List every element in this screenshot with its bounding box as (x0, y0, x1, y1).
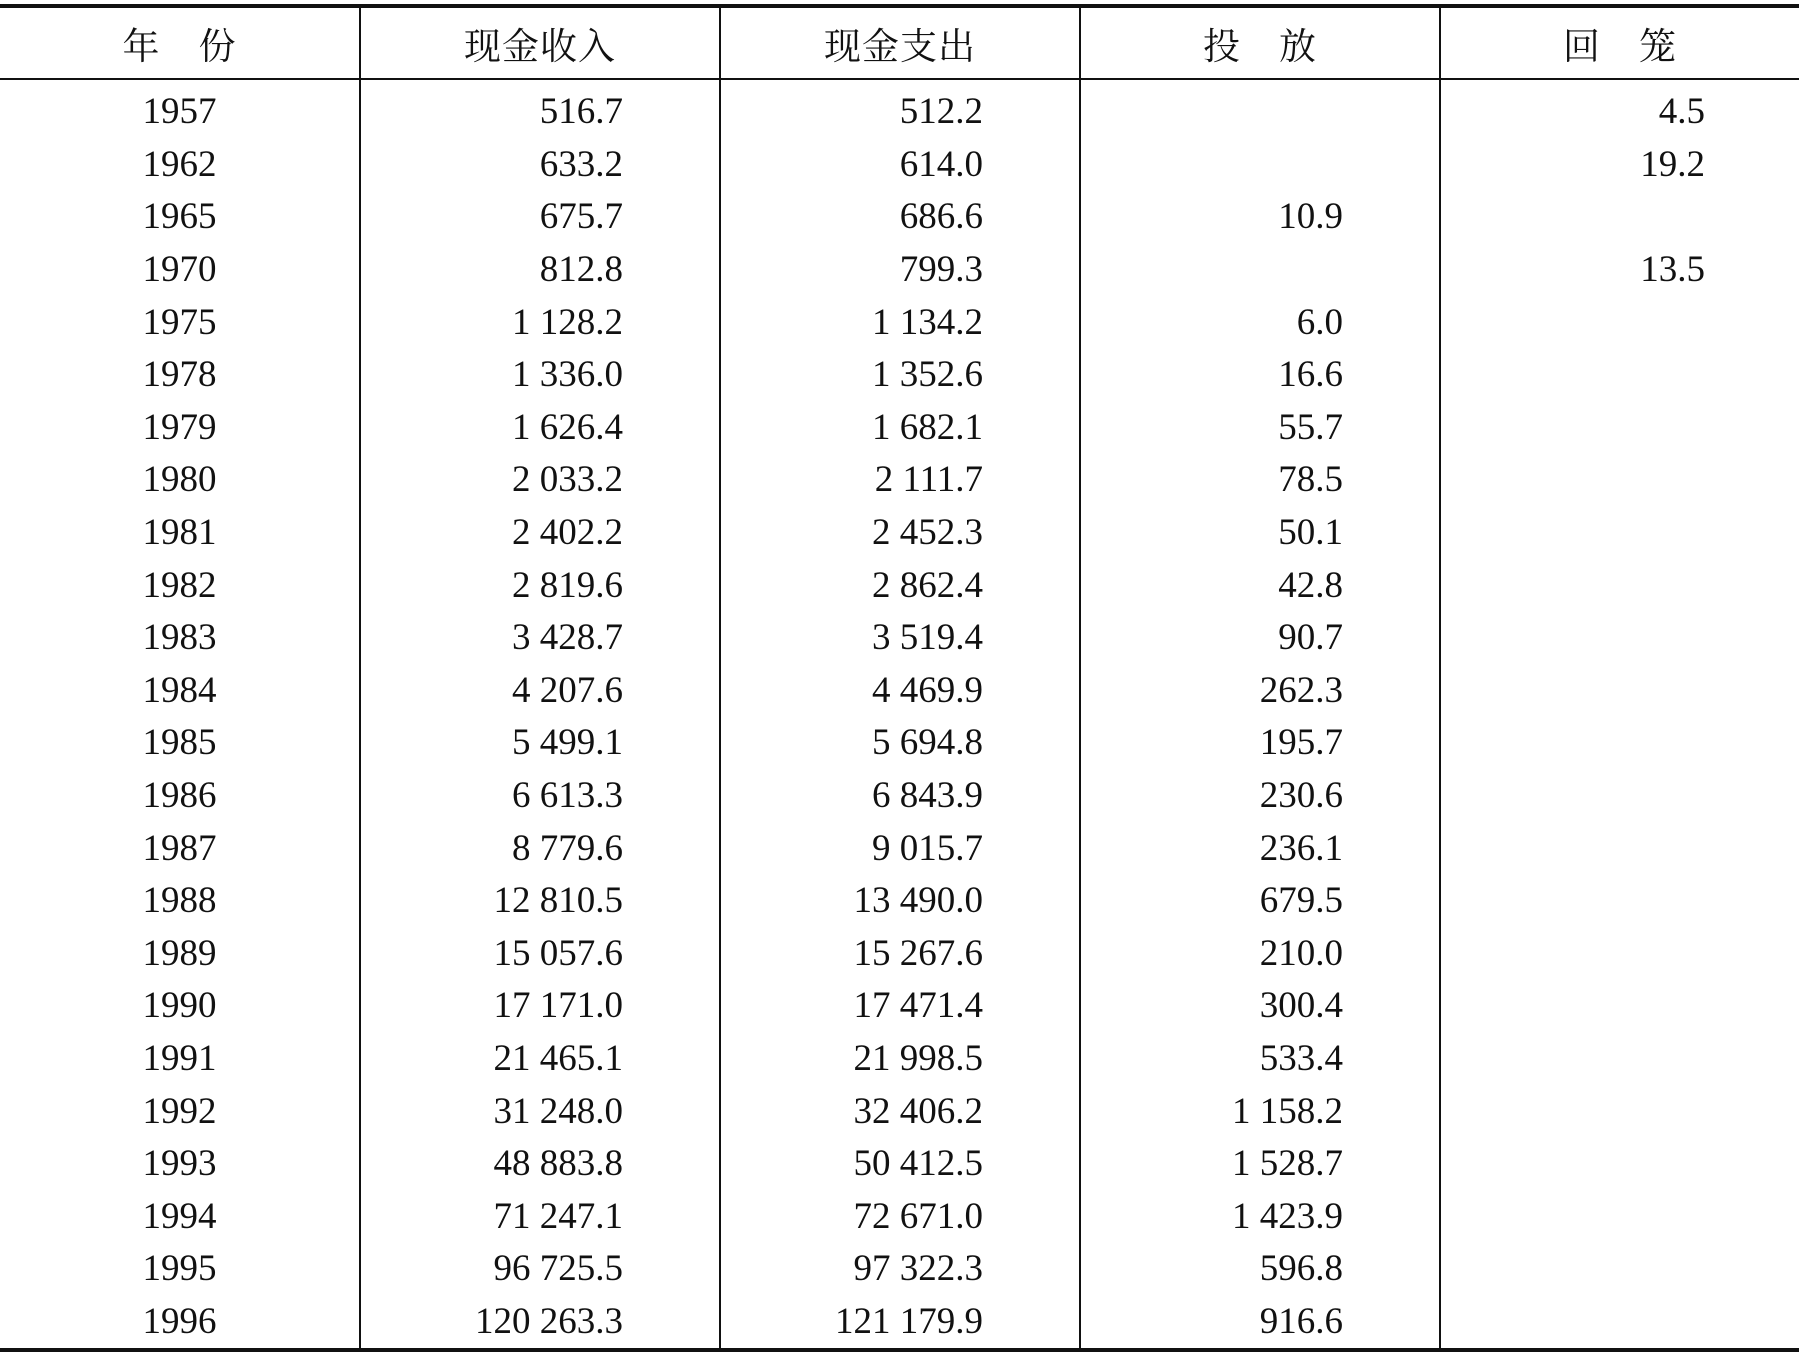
cell-issuance: 10.9 (1080, 191, 1440, 244)
cell-cash-income: 6 613.3 (360, 770, 720, 823)
cell-withdrawal (1440, 559, 1799, 612)
cell-issuance (1080, 139, 1440, 192)
cell-cash-expenditure: 1 682.1 (720, 402, 1080, 455)
cell-cash-expenditure: 1 352.6 (720, 349, 1080, 402)
cell-withdrawal (1440, 928, 1799, 981)
table-row (0, 296, 1799, 349)
header-withdrawal: 回 笼 (1440, 8, 1799, 79)
cell-withdrawal: 19.2 (1440, 139, 1799, 192)
cell-issuance: 533.4 (1080, 1033, 1440, 1086)
cell-year: 1982 (142, 564, 217, 606)
header-issuance: 投 放 (1080, 8, 1440, 79)
cell-withdrawal (1440, 1243, 1799, 1296)
cell-issuance: 300.4 (1080, 980, 1440, 1033)
cell-issuance: 50.1 (1080, 507, 1440, 560)
cell-cash-expenditure: 3 519.4 (720, 612, 1080, 665)
table-row (0, 139, 1799, 192)
table-row (0, 349, 1799, 402)
cell-issuance (1080, 79, 1440, 139)
cell-cash-income: 71 247.1 (360, 1190, 720, 1243)
cell-withdrawal (1440, 191, 1799, 244)
cell-cash-income: 1 128.2 (360, 296, 720, 349)
cell-issuance: 596.8 (1080, 1243, 1440, 1296)
cell-year: 1965 (142, 196, 217, 238)
table-row (0, 1243, 1799, 1296)
table-row (0, 507, 1799, 560)
cell-withdrawal: 4.5 (1440, 79, 1799, 139)
cell-issuance: 16.6 (1080, 349, 1440, 402)
cell-withdrawal (1440, 717, 1799, 770)
cell-issuance: 195.7 (1080, 717, 1440, 770)
table-row (0, 980, 1799, 1033)
cell-year: 1994 (142, 1195, 217, 1237)
cell-issuance: 90.7 (1080, 612, 1440, 665)
table-row (0, 244, 1799, 297)
table-row (0, 559, 1799, 612)
cell-withdrawal (1440, 1296, 1799, 1349)
cell-cash-income: 96 725.5 (360, 1243, 720, 1296)
cell-year: 1984 (142, 669, 217, 711)
cell-cash-income: 1 336.0 (360, 349, 720, 402)
table-row (0, 191, 1799, 244)
cell-cash-income: 3 428.7 (360, 612, 720, 665)
cell-issuance: 262.3 (1080, 665, 1440, 718)
cell-issuance: 42.8 (1080, 559, 1440, 612)
cell-issuance: 78.5 (1080, 454, 1440, 507)
cell-issuance: 230.6 (1080, 770, 1440, 823)
cell-issuance: 916.6 (1080, 1296, 1440, 1349)
cell-cash-expenditure: 1 134.2 (720, 296, 1080, 349)
cell-withdrawal (1440, 349, 1799, 402)
cash-flow-table-wrapper (0, 4, 1799, 1352)
table-row (0, 402, 1799, 455)
table-row (0, 1296, 1799, 1349)
cell-year: 1962 (142, 143, 217, 185)
cell-withdrawal (1440, 1138, 1799, 1191)
cell-year: 1983 (142, 617, 217, 659)
cell-cash-income: 1 626.4 (360, 402, 720, 455)
cell-cash-income: 120 263.3 (360, 1296, 720, 1349)
table-row (0, 717, 1799, 770)
cell-cash-expenditure: 6 843.9 (720, 770, 1080, 823)
cell-issuance: 55.7 (1080, 402, 1440, 455)
cell-year: 1987 (142, 827, 217, 869)
cell-year: 1993 (142, 1143, 217, 1185)
table-row (0, 822, 1799, 875)
table-row (0, 1085, 1799, 1138)
cell-cash-income: 4 207.6 (360, 665, 720, 718)
header-row (0, 8, 1799, 79)
table-row (0, 1033, 1799, 1086)
cell-withdrawal (1440, 1033, 1799, 1086)
table-row (0, 1190, 1799, 1243)
table-row (0, 875, 1799, 928)
cell-withdrawal (1440, 665, 1799, 718)
cell-year: 1975 (142, 301, 217, 343)
cell-year: 1995 (142, 1248, 217, 1290)
cash-flow-table (0, 8, 1799, 1348)
cell-cash-income: 15 057.6 (360, 928, 720, 981)
cell-issuance: 6.0 (1080, 296, 1440, 349)
cell-cash-expenditure: 9 015.7 (720, 822, 1080, 875)
cell-withdrawal (1440, 770, 1799, 823)
cell-cash-income: 48 883.8 (360, 1138, 720, 1191)
cell-withdrawal (1440, 402, 1799, 455)
cell-cash-income: 516.7 (360, 79, 720, 139)
cell-cash-expenditure: 686.6 (720, 191, 1080, 244)
table-row (0, 612, 1799, 665)
cell-cash-expenditure: 5 694.8 (720, 717, 1080, 770)
cell-cash-income: 2 033.2 (360, 454, 720, 507)
cell-cash-expenditure: 72 671.0 (720, 1190, 1080, 1243)
cell-year: 1981 (142, 512, 217, 554)
cell-cash-expenditure: 2 862.4 (720, 559, 1080, 612)
cell-cash-expenditure: 15 267.6 (720, 928, 1080, 981)
cell-issuance: 236.1 (1080, 822, 1440, 875)
cell-cash-income: 5 499.1 (360, 717, 720, 770)
cell-withdrawal (1440, 612, 1799, 665)
cell-issuance: 1 423.9 (1080, 1190, 1440, 1243)
cell-cash-income: 2 819.6 (360, 559, 720, 612)
cell-cash-expenditure: 97 322.3 (720, 1243, 1080, 1296)
cell-withdrawal (1440, 875, 1799, 928)
table-row (0, 928, 1799, 981)
cell-cash-expenditure: 614.0 (720, 139, 1080, 192)
cell-withdrawal (1440, 1190, 1799, 1243)
cell-cash-expenditure: 4 469.9 (720, 665, 1080, 718)
cell-cash-income: 8 779.6 (360, 822, 720, 875)
cell-cash-expenditure: 21 998.5 (720, 1033, 1080, 1086)
cell-withdrawal (1440, 454, 1799, 507)
header-year: 年 份 (0, 8, 360, 79)
cell-withdrawal (1440, 296, 1799, 349)
cell-year: 1979 (142, 406, 217, 448)
cell-cash-income: 21 465.1 (360, 1033, 720, 1086)
cell-year: 1978 (142, 354, 217, 396)
cell-cash-expenditure: 799.3 (720, 244, 1080, 297)
table-row (0, 1138, 1799, 1191)
cell-year: 1970 (142, 249, 217, 291)
cell-withdrawal (1440, 980, 1799, 1033)
cell-withdrawal (1440, 1085, 1799, 1138)
table-row (0, 79, 1799, 139)
table-row (0, 454, 1799, 507)
table-header (0, 8, 1799, 79)
cell-cash-income: 633.2 (360, 139, 720, 192)
cell-year: 1992 (142, 1090, 217, 1132)
cell-cash-expenditure: 2 111.7 (720, 454, 1080, 507)
cell-cash-income: 12 810.5 (360, 875, 720, 928)
header-cash-income: 现金收入 (360, 8, 720, 79)
cell-cash-expenditure: 2 452.3 (720, 507, 1080, 560)
table-row (0, 770, 1799, 823)
cell-year: 1980 (142, 459, 217, 501)
cell-issuance: 1 528.7 (1080, 1138, 1440, 1191)
cell-cash-income: 17 171.0 (360, 980, 720, 1033)
cell-cash-expenditure: 13 490.0 (720, 875, 1080, 928)
cell-cash-income: 31 248.0 (360, 1085, 720, 1138)
cell-withdrawal (1440, 822, 1799, 875)
table-row (0, 665, 1799, 718)
cell-year: 1986 (142, 775, 217, 817)
table-body (0, 79, 1799, 1348)
cell-cash-expenditure: 512.2 (720, 79, 1080, 139)
cell-cash-income: 2 402.2 (360, 507, 720, 560)
cell-year: 1988 (142, 880, 217, 922)
cell-cash-income: 812.8 (360, 244, 720, 297)
cell-year: 1990 (142, 985, 217, 1027)
cell-issuance (1080, 244, 1440, 297)
cell-year: 1957 (142, 91, 217, 133)
cell-withdrawal (1440, 507, 1799, 560)
cell-year: 1991 (142, 1037, 217, 1079)
cell-year: 1989 (142, 932, 217, 974)
cell-cash-expenditure: 121 179.9 (720, 1296, 1080, 1349)
cell-issuance: 210.0 (1080, 928, 1440, 981)
cell-issuance: 679.5 (1080, 875, 1440, 928)
header-cash-expenditure: 现金支出 (720, 8, 1080, 79)
cell-year: 1985 (142, 722, 217, 764)
cell-cash-expenditure: 32 406.2 (720, 1085, 1080, 1138)
cell-year: 1996 (142, 1300, 217, 1342)
cell-withdrawal: 13.5 (1440, 244, 1799, 297)
cell-issuance: 1 158.2 (1080, 1085, 1440, 1138)
cell-cash-expenditure: 50 412.5 (720, 1138, 1080, 1191)
cell-cash-income: 675.7 (360, 191, 720, 244)
cell-cash-expenditure: 17 471.4 (720, 980, 1080, 1033)
